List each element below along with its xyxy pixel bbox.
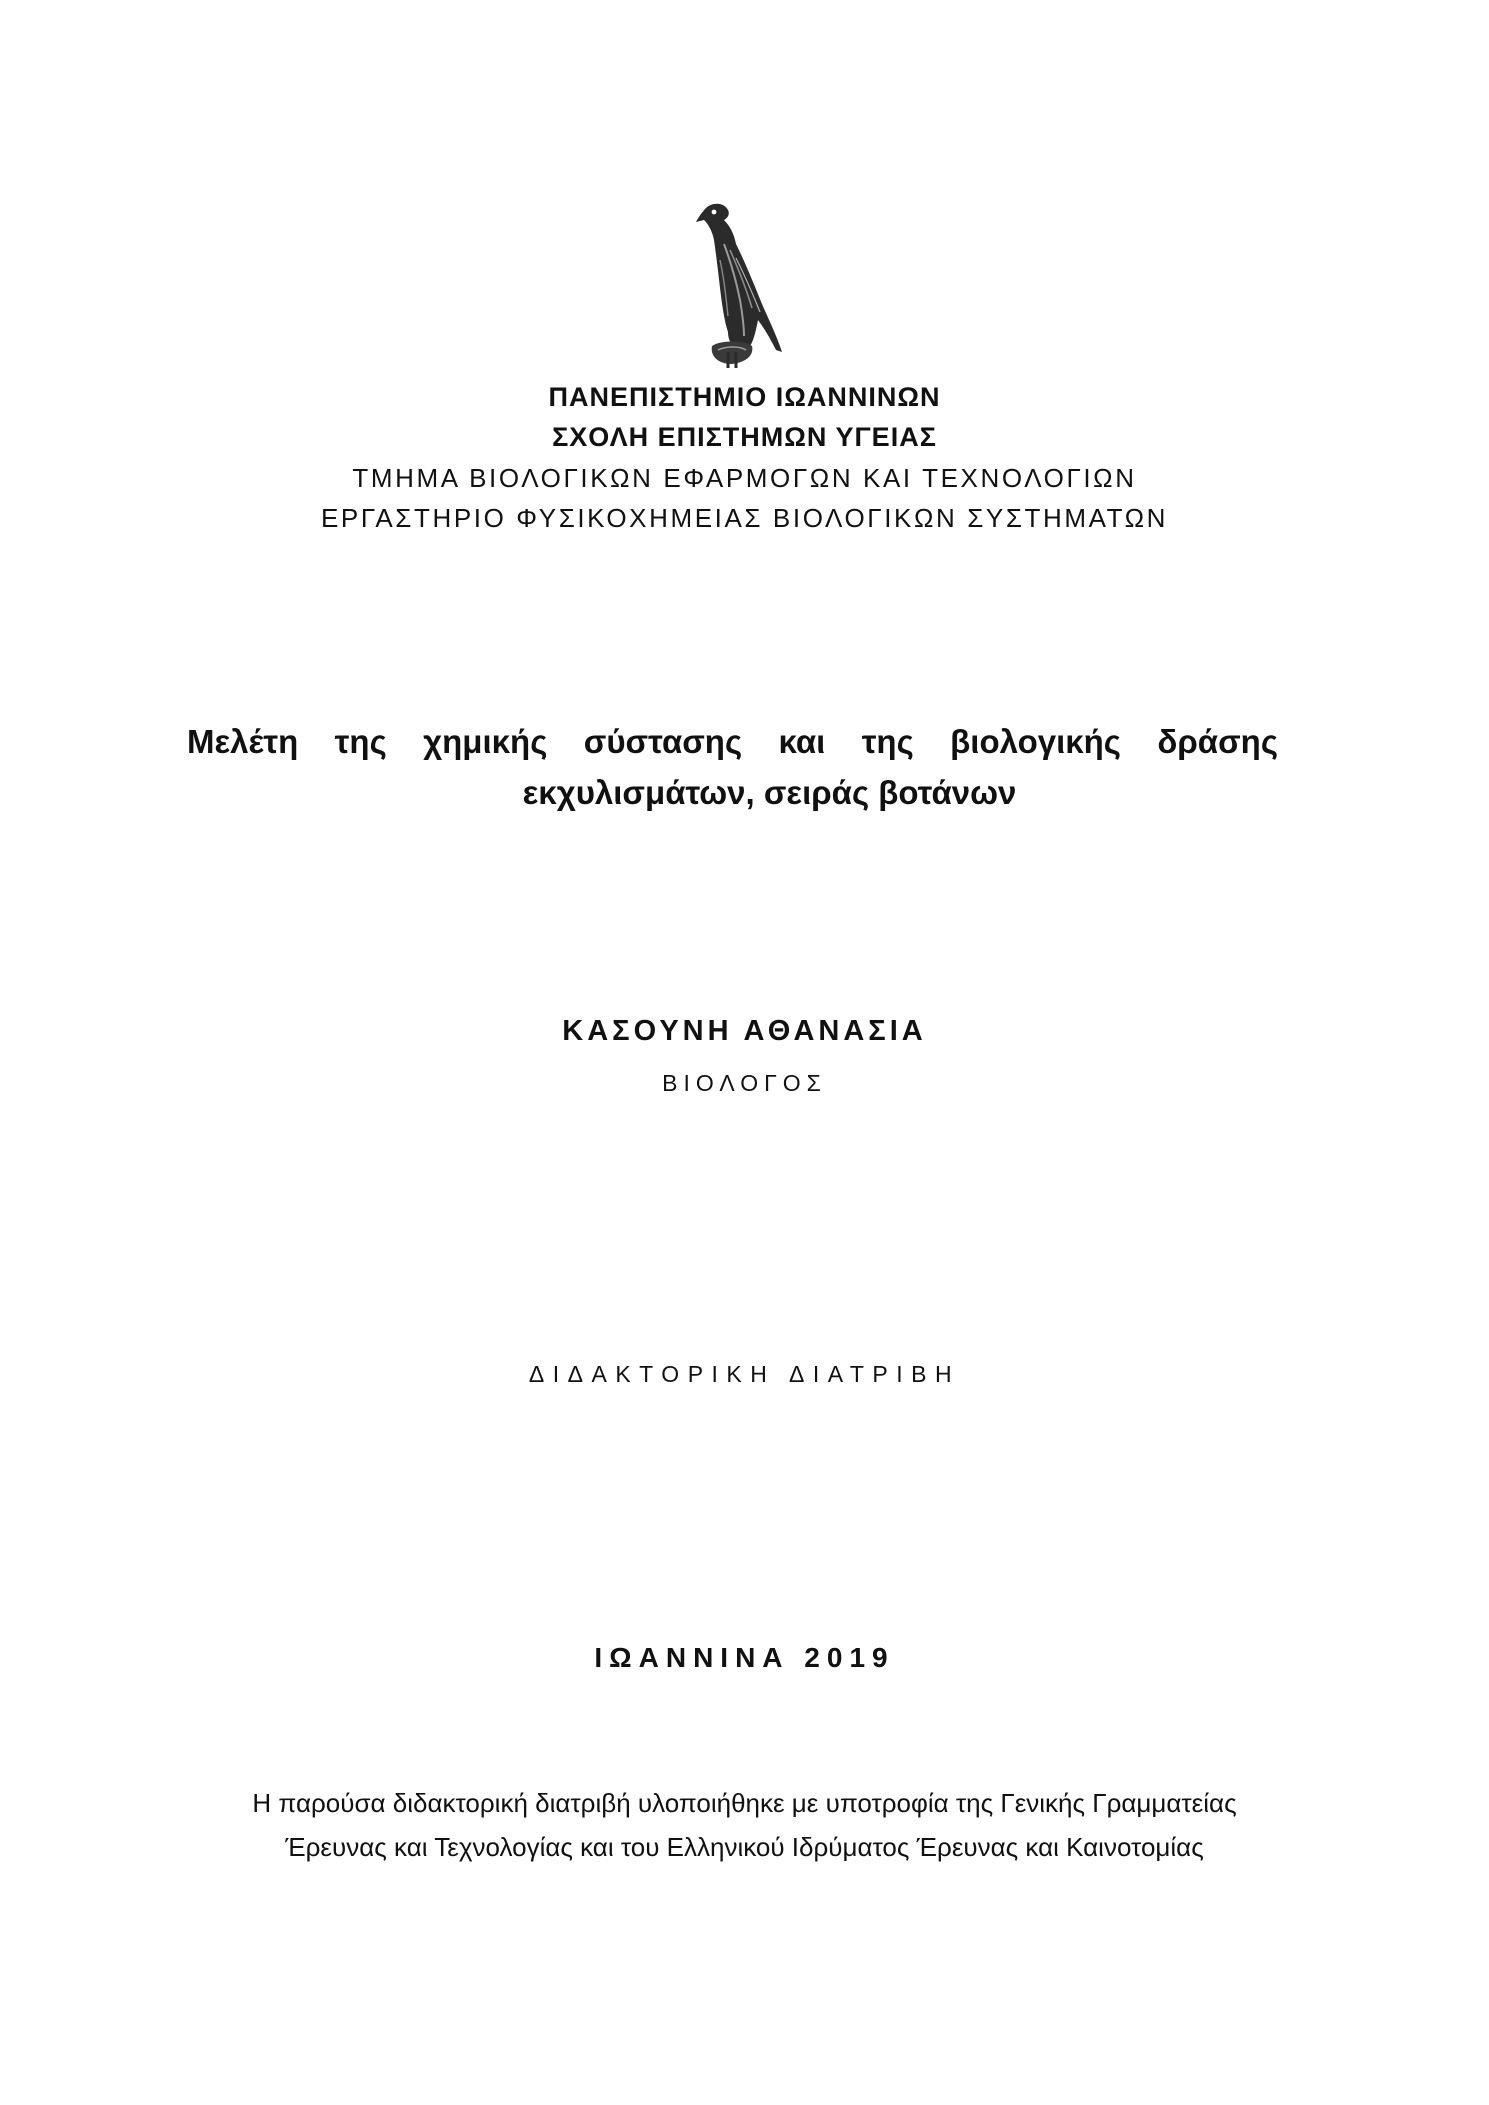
- laboratory-name: ΕΡΓΑΣΤΗΡΙΟ ΦΥΣΙΚΟΧΗΜΕΙΑΣ ΒΙΟΛΟΓΙΚΩΝ ΣΥΣΤΗΜΑΤΩΝ: [320, 503, 1169, 533]
- department-name: ΤΜΗΜΑ ΒΙΟΛΟΓΙΚΩΝ ΕΦΑΡΜΟΓΩΝ ΚΑΙ ΤΕΧΝΟΛΟΓΙΩΝ: [352, 463, 1137, 493]
- funding-note-line-1: Η παρούσα διδακτορική διατριβή υλοποιήθηκε με υποτροφία της Γενικής Γραμματείας: [252, 1788, 1237, 1818]
- university-falcon-emblem-icon: [684, 200, 790, 370]
- thesis-title-line-2: εκχυλισμάτων, σειράς βοτάνων: [522, 774, 1017, 811]
- author-name: ΚΑΣΟΥΝΗ ΑΘΑΝΑΣΙΑ: [562, 1015, 927, 1047]
- thesis-title-line-1: Μελέτη της χημικής σύστασης και της βιολογικής δράσης: [187, 723, 1278, 760]
- document-type: ΔΙΔΑΚΤΟΡΙΚΗ ΔΙΑΤΡΙΒΗ: [528, 1361, 961, 1387]
- funding-note-line-2: Έρευνας και Τεχνολογίας και του Ελληνικού Ιδρύματος Έρευνας και Καινοτομίας: [285, 1832, 1204, 1862]
- author-profession: ΒΙΟΛΟΓΟΣ: [662, 1070, 827, 1096]
- place-year: ΙΩΑΝΝΙΝΑ 2019: [594, 1642, 895, 1673]
- school-name: ΣΧΟΛΗ ΕΠΙΣΤΗΜΩΝ ΥΓΕΙΑΣ: [552, 422, 937, 452]
- university-name: ΠΑΝΕΠΙΣΤΗΜΙΟ ΙΩΑΝΝΙΝΩΝ: [548, 382, 941, 412]
